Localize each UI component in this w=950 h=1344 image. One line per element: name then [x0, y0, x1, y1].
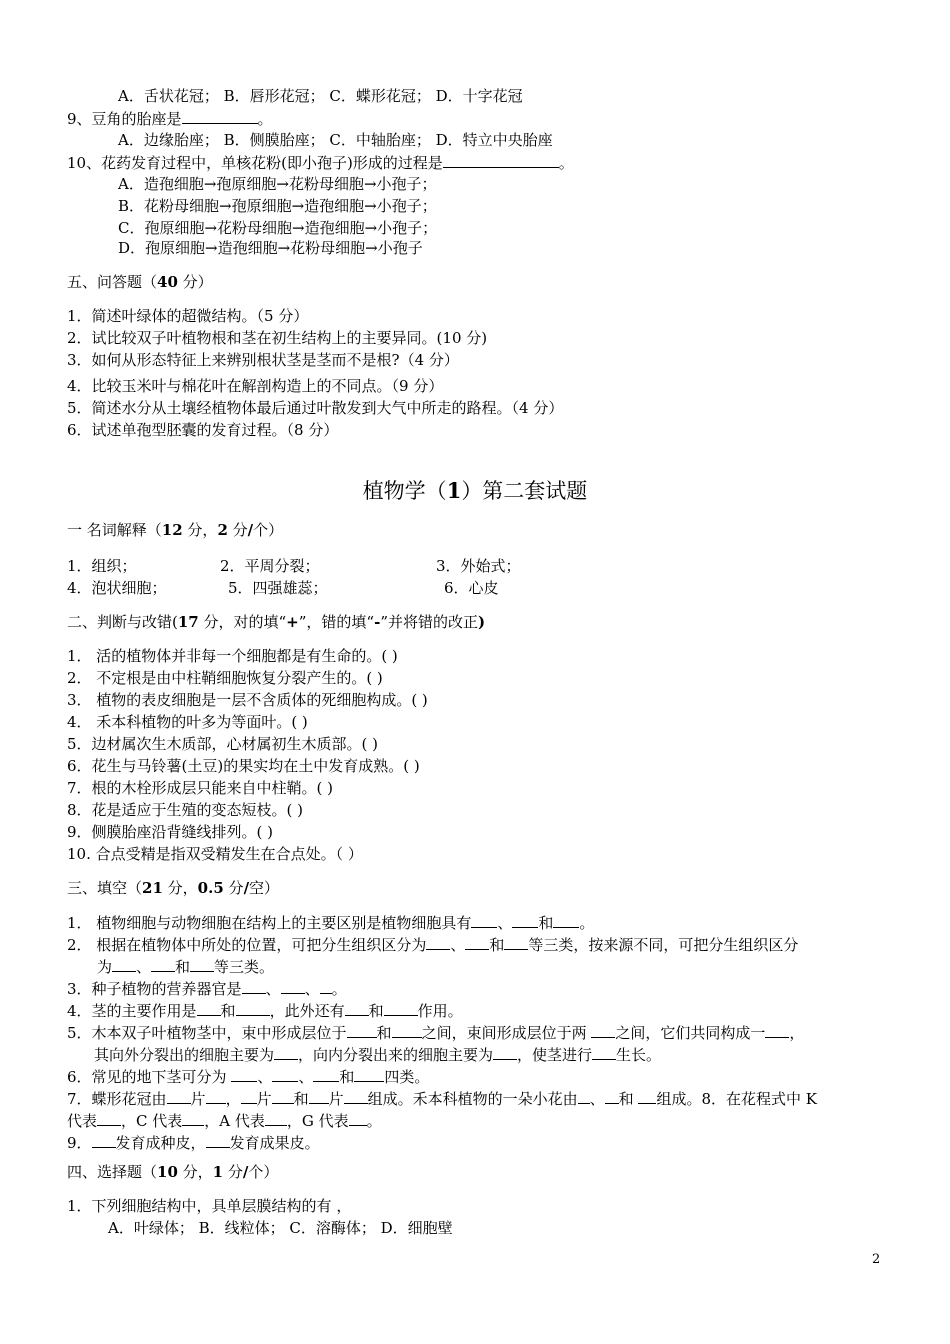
page-number: 2: [872, 1252, 881, 1267]
p3-item-2-line-1: 2． 根据在植物体中所处的位置，可把分生组织区分为 、 和 等三类，按来源不同，可把分生组织区分: [67, 936, 799, 954]
s5-item-1: 1．简述叶绿体的超微结构。（5 分）: [67, 307, 309, 325]
p2-item-6: 6．花生与马铃薯(土豆)的果实均在土中发育成熟。( ): [67, 757, 420, 775]
s5-item-2: 2．试比较双子叶植物根和茎在初生结构上的主要异同。(10 分): [67, 329, 488, 347]
part-3-heading: 三、填空（21 分，0.5 分/空）: [67, 879, 280, 897]
p3-item-8: 代表 ，C 代表 ，A 代表 ，G 代表 。: [67, 1112, 382, 1130]
p3-item-3: 3．种子植物的营养器官是 、 、 。: [67, 980, 347, 998]
section-5-heading: 五、问答题（40 分）: [67, 273, 213, 291]
p2-item-7: 7．根的木栓形成层只能来自中柱鞘。( ): [67, 779, 334, 797]
p2-item-2: 2． 不定根是由中柱鞘细胞恢复分裂产生的。( ): [67, 669, 383, 687]
q4-10-question: 10、花药发育过程中，单核花粉(即小孢子)形成的过程是 。: [67, 154, 574, 172]
p3-item-7: 7．蝶形花冠由 片 ， 片 和 片 组成。禾本科植物的一朵小花由 、 和 组成。8．在花程式中 K: [67, 1090, 817, 1108]
p2-item-3: 3． 植物的表皮细胞是一层不含质体的死细胞构成。( ): [67, 691, 428, 709]
p1-term-6: 6．心皮: [444, 579, 499, 597]
q4-10-option-c: C．孢原细胞→花粉母细胞→造孢细胞→小孢子；: [118, 219, 438, 237]
q4-10-option-d: D．孢原细胞→造孢细胞→花粉母细胞→小孢子: [118, 239, 423, 257]
p4-item-1: 1．下列细胞结构中，具单层膜结构的有 ，: [67, 1197, 352, 1215]
s5-item-3: 3．如何从形态特征上来辨别根状茎是茎而不是根?（4 分）: [67, 351, 459, 369]
part-4-heading: 四、选择题（10 分，1 分/个）: [67, 1163, 279, 1181]
p3-item-9: 9． 发育成种皮， 发育成果皮。: [67, 1134, 320, 1152]
q4-8-options: A．舌状花冠； B．唇形花冠； C．蝶形花冠； D．十字花冠: [118, 87, 523, 105]
q4-9-question: 9、豆角的胎座是 。: [67, 110, 273, 128]
p2-item-4: 4． 禾本科植物的叶多为等面叶。( ): [67, 713, 308, 731]
p4-item-1-options: A．叶绿体； B．线粒体； C．溶酶体； D．细胞壁: [108, 1219, 453, 1237]
p3-item-5-line-1: 5．木本双子叶植物茎中，束中形成层位于 和 之间，束间形成层位于两 之间，它们共同构成一 ，: [67, 1024, 805, 1042]
p2-item-9: 9．侧膜胎座沿背缝线排列。( ): [67, 823, 274, 841]
p1-term-2: 2．平周分裂；: [220, 557, 320, 575]
q4-9-options: A．边缘胎座； B．侧膜胎座； C．中轴胎座； D．特立中央胎座: [118, 131, 553, 149]
q4-10-option-b: B．花粉母细胞→孢原细胞→造孢细胞→小孢子；: [118, 197, 437, 215]
part-1-heading: 一 名词解释（12 分，2 分/个）: [67, 521, 284, 539]
p1-term-4: 4．泡状细胞；: [67, 579, 167, 597]
s5-item-6: 6．试述单孢型胚囊的发育过程。（8 分）: [67, 421, 339, 439]
q4-10-option-a: A．造孢细胞→孢原细胞→花粉母细胞→小孢子；: [118, 175, 437, 193]
p3-item-5-line-2: 其向外分裂出的细胞主要为 ，向内分裂出来的细胞主要为 ，使茎进行 生长。: [94, 1046, 662, 1064]
exam-title: 植物学（1）第二套试题: [362, 478, 588, 503]
p3-item-6: 6．常见的地下茎可分为 、 、 和 四类。: [67, 1068, 430, 1086]
p2-item-5: 5．边材属次生木质部，心材属初生木质部。( ): [67, 735, 379, 753]
part-2-heading: 二、判断与改错(17 分，对的填“+”，错的填“-”并将错的改正): [67, 613, 486, 631]
p3-item-2-line-2: 为 、 和 等三类。: [97, 958, 275, 976]
p2-item-10: 10. 合点受精是指双受精发生在合点处。（ ）: [67, 845, 363, 863]
p1-term-1: 1．组织；: [67, 557, 137, 575]
p3-item-4: 4．茎的主要作用是 和 ，此外还有 和 作用。: [67, 1002, 463, 1020]
p1-term-5: 5．四强雄蕊；: [228, 579, 328, 597]
p2-item-8: 8．花是适应于生殖的变态短枝。( ): [67, 801, 304, 819]
p3-item-1: 1． 植物细胞与动物细胞在结构上的主要区别是植物细胞具有 、 和 。: [67, 914, 595, 932]
p2-item-1: 1． 活的植物体并非每一个细胞都是有生命的。( ): [67, 647, 398, 665]
s5-item-4: 4．比较玉米叶与棉花叶在解剖构造上的不同点。（9 分）: [67, 377, 444, 395]
p1-term-3: 3．外始式；: [436, 557, 521, 575]
s5-item-5: 5．简述水分从土壤经植物体最后通过叶散发到大气中所走的路程。（4 分）: [67, 399, 564, 417]
